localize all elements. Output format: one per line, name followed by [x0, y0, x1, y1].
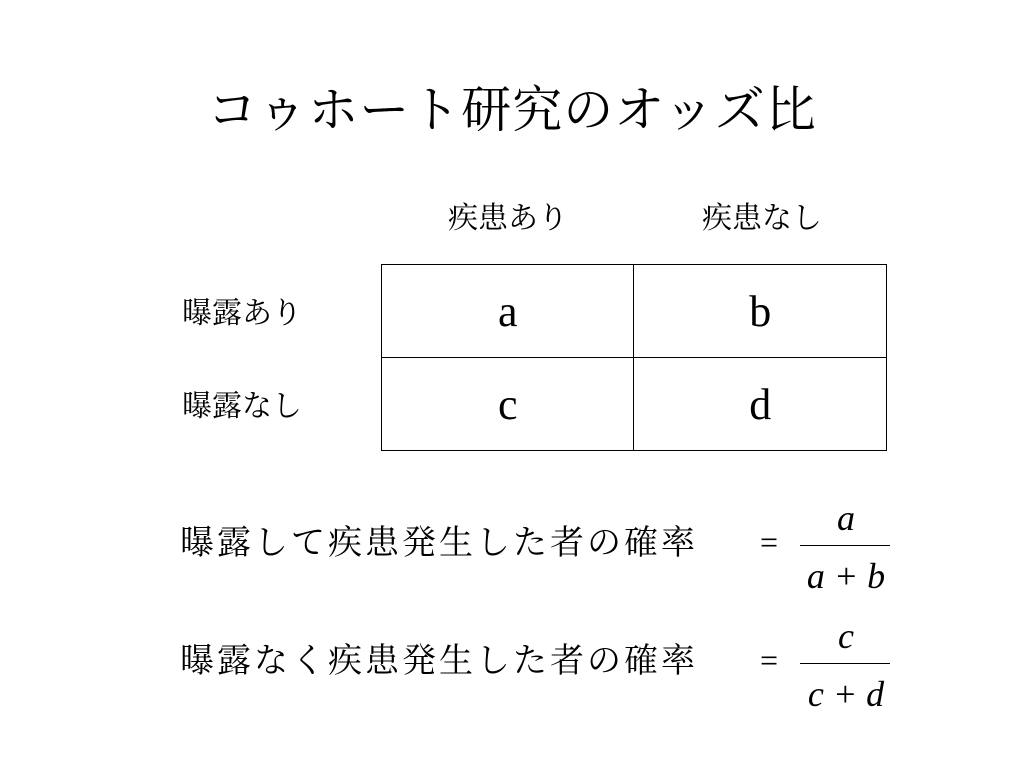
table-row: [382, 358, 887, 451]
equals-sign: =: [760, 642, 779, 678]
fraction-bar: [800, 663, 890, 664]
fraction: [800, 496, 892, 596]
fraction-bar: [800, 545, 890, 546]
row-header-unexposed: 曝露なし: [182, 389, 302, 424]
slide-title: コゥホート研究のオッズ比: [207, 81, 817, 139]
table-row: [382, 265, 887, 358]
fraction-numerator: c: [838, 616, 854, 656]
contingency-table: [381, 264, 887, 451]
column-header-disease-present: 疾患あり: [448, 201, 568, 236]
cell-d: d: [634, 358, 887, 451]
fraction-numerator: a: [837, 498, 855, 538]
formula-label: 曝露なく疾患発生した者の確率: [180, 641, 698, 681]
row-header-exposed: 曝露あり: [182, 296, 302, 331]
fraction-denominator: c + d: [807, 674, 885, 714]
equals-sign: =: [760, 524, 779, 560]
cell-a: a: [382, 265, 634, 358]
formula-exposed-probability: [180, 496, 900, 596]
formula-unexposed-probability: [180, 614, 900, 714]
formula-label: 曝露して疾患発生した者の確率: [180, 523, 698, 563]
fraction: [800, 614, 892, 714]
column-header-disease-absent: 疾患なし: [702, 201, 822, 236]
fraction-denominator: a + b: [806, 556, 886, 596]
cell-c: c: [382, 358, 634, 451]
cell-b: b: [634, 265, 887, 358]
